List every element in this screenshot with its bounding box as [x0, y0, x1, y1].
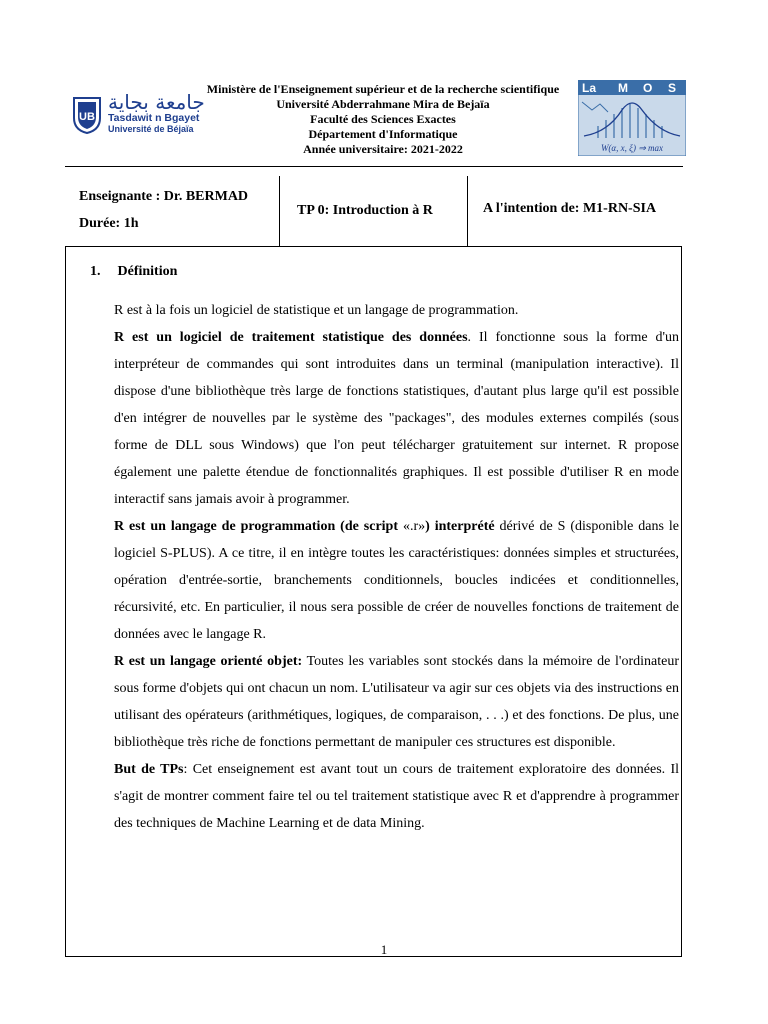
duration: Durée: 1h: [79, 216, 139, 231]
lamos-letter-m: M: [618, 81, 628, 95]
script-extension: «.r»: [402, 519, 426, 534]
university-french-name: Université de Béjaïa: [108, 124, 194, 134]
paragraph-intro: R est à la fois un logiciel de statistique et un langage de programmation.: [114, 303, 519, 318]
paragraph-language-lead-2: ) interprété: [425, 519, 495, 534]
paragraph-language-lead: R est un langage de programmation (de script: [114, 519, 403, 534]
header-institution-block: [190, 82, 576, 157]
teacher-name: Enseignante : Dr. BERMAD: [79, 189, 249, 204]
header-divider: [65, 166, 683, 167]
section-heading: [90, 264, 177, 280]
paragraph-software-text: . Il fonctionne sous la forme d'un interpréteur de commandes qui sont introduites dans un terminal (manipulation interactive). Il dispose d'une bibliothèque très large de fonctions statistiques, d'autant plus large qu'il est possible d'en intégrer de nouvelles par le système des "packages", des modules externes compilés (sous forme de DLL sous Windows) que l'on peut télécharger gratuitement sur internet. R propose également une palette étendue de fonctionnalités graphiques. Il est possible d'utiliser R en mode interactif sans jamais avoir à programmer.: [114, 330, 680, 507]
page-number: 1: [380, 942, 388, 957]
university-kabyle-name: Tasdawit n Bgayet: [108, 112, 200, 124]
paragraph-software-lead: R est un logiciel de traitement statistique des données: [114, 330, 468, 345]
paragraph-goal: [114, 756, 679, 837]
paragraph-language: [114, 513, 679, 648]
course-info-row: [65, 176, 683, 246]
info-divider-2: [467, 176, 468, 246]
lamos-formula: W(α, x, ξ) ⇒ max: [600, 143, 664, 153]
header-department: Département d'Informatique: [308, 127, 458, 141]
audience: A l'intention de: M1-RN-SIA: [483, 201, 657, 216]
header-university: Université Abderrahmane Mira de Bejaïa: [276, 97, 490, 111]
definition-body: [114, 297, 679, 837]
header-ministry: Ministère de l'Enseignement supérieur et de la recherche scientifique: [206, 82, 560, 96]
paragraph-software: [114, 324, 679, 513]
paragraph-object-lead: R est un langage orienté objet:: [114, 654, 303, 669]
lamos-letter-o: O: [643, 81, 653, 95]
paragraph-language-text: dérivé de S (disponible dans le logiciel S-PLUS). A ce titre, il en intègre toutes les caractéristiques: données simples et structurées, opération d'entrée-sortie, branchements conditionnels, boucles indicées et conditionnelles, récursivité, etc. En particulier, il nous sera possible de créer de nouvelles fonctions de traitement de données avec le langage R.: [114, 519, 679, 642]
section-number: 1.: [90, 264, 101, 279]
section-title: Définition: [117, 264, 178, 279]
info-divider-1: [279, 176, 280, 246]
lamos-letter-la: La: [582, 81, 597, 95]
university-logo: [72, 90, 205, 140]
paragraph-goal-lead: But de TPs: [114, 762, 184, 777]
lamos-logo: [578, 80, 686, 156]
university-crest-icon: [72, 96, 102, 134]
university-arabic-name: جامعة بجاية: [108, 90, 205, 114]
lamos-letter-s: S: [668, 81, 677, 95]
header-faculty: Faculté des Sciences Exactes: [310, 112, 456, 126]
paragraph-object: [114, 648, 679, 756]
paragraph-object-text: Toutes les variables sont stockés dans la mémoire de l'ordinateur sous forme d'objets qui ont chacun un nom. L'utilisateur va agir sur ces objets via des instructions en utilisant des opérateurs (arithmétiques, logiques, de comparaison, . . .) et des fonctions. De plus, une bibliothèque très riche de fonctions permettant de manipuler ces structures est disponible.: [114, 654, 679, 750]
tp-title: TP 0: Introduction à R: [297, 203, 433, 218]
paragraph-goal-text: : Cet enseignement est avant tout un cours de traitement exploratoire des données. Il s'agit de montrer comment faire tel ou tel traitement statistique avec R et d'apprendre à programmer des techniques de Machine Learning et de data Mining.: [114, 762, 680, 831]
crest-letters: UB: [79, 111, 95, 123]
header-academic-year: Année universitaire: 2021-2022: [303, 142, 463, 156]
